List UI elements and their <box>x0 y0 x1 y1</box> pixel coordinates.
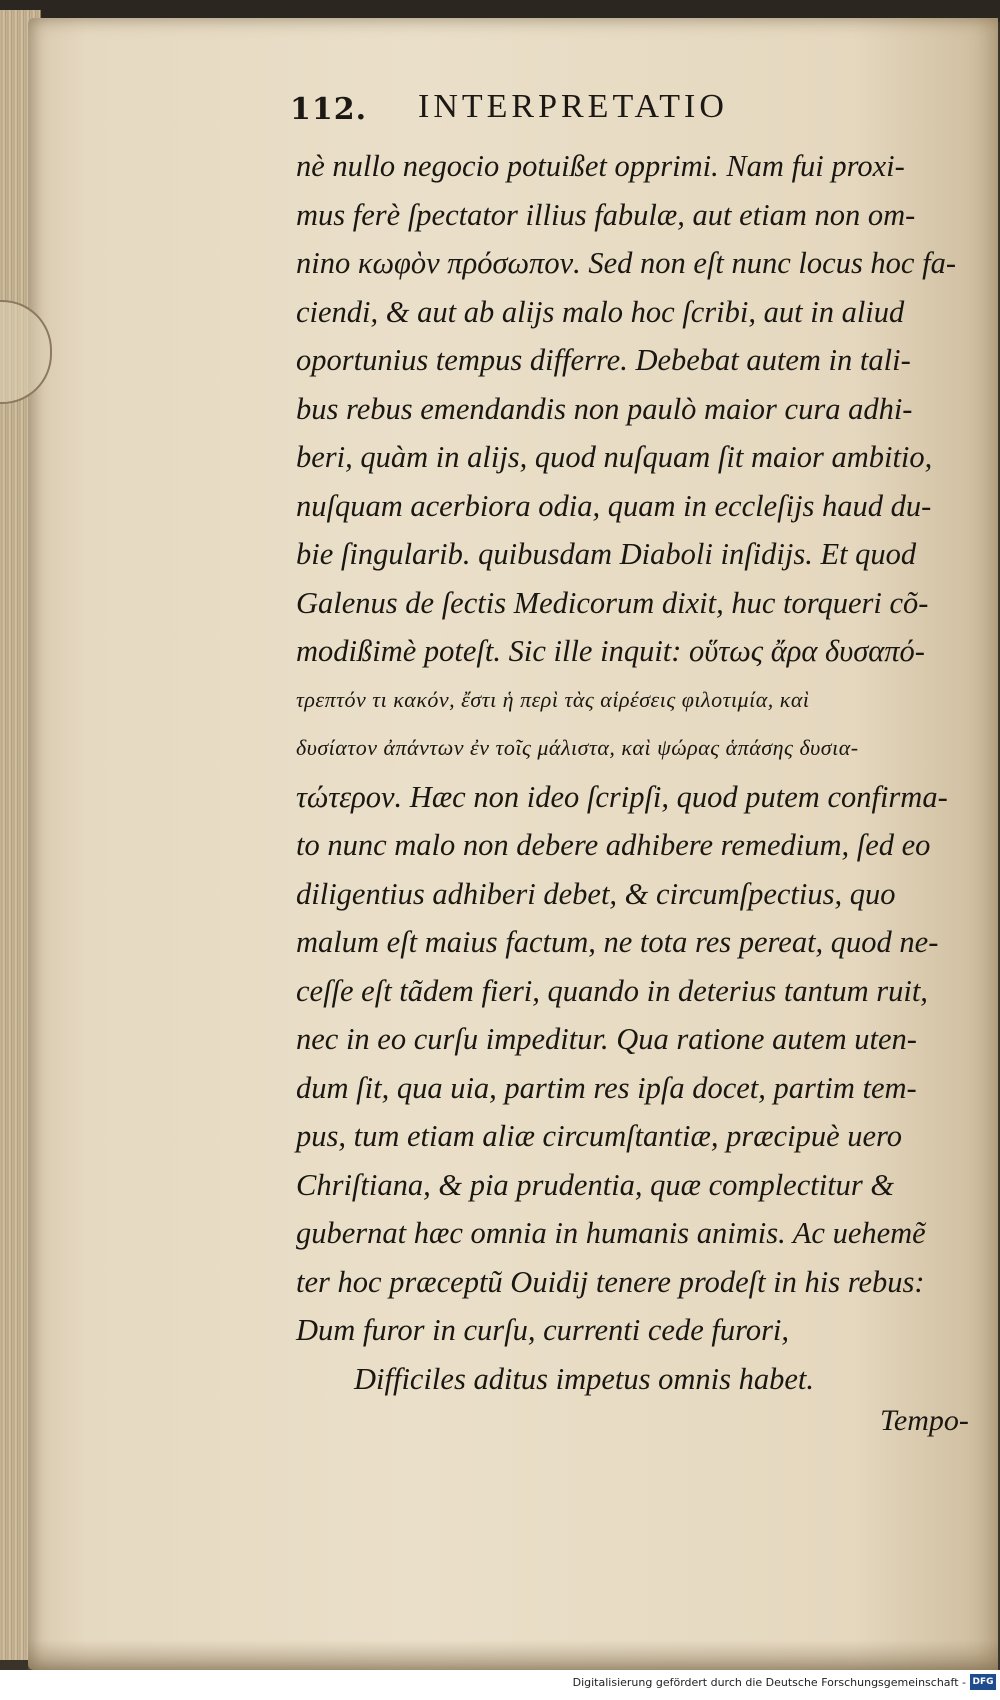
text-line: oportunius tempus differre. Debebat autem in tali- <box>296 343 911 377</box>
text-line: ceſſe eſt tãdem fieri, quando in deterius tantum ruit, <box>296 973 928 1008</box>
text-line: malum eſt maius factum, ne tota res pereat, quod ne- <box>296 925 939 959</box>
text-line: nino κωφὸν πρόσωπον. Sed non eſt nunc locus hoc fa- <box>296 246 956 280</box>
text-line: gubernat hæc omnia in humanis animis. Ac uehemẽ <box>296 1216 926 1250</box>
text-line: to nunc malo non debere adhibere remedium, ſed eo <box>296 828 931 862</box>
verse-line: Difficiles aditus impetus omnis habet. <box>354 1361 815 1396</box>
text-line: nè nullo negocio potuißet opprimi. Nam fui proxi- <box>296 149 905 183</box>
greek-text-line: τρεπτόν τι κακόν, ἔστι ἡ περὶ τὰς αἱρέσεις φιλοτιμία, καὶ <box>296 686 810 712</box>
catchword: Tempo- <box>880 1404 969 1437</box>
page-number: 112. <box>290 92 368 127</box>
text-line: bie ſingularib. quibusdam Diaboli inſidijs. Et quod <box>296 537 917 571</box>
verse-line: Dum furor in curſu, currenti cede furori, <box>296 1313 790 1347</box>
text-line: τώτερον. Hæc non ideo ſcripſi, quod putem confirma- <box>296 779 948 814</box>
text-line: beri, quàm in alijs, quod nuſquam ſit maior ambitio, <box>296 440 933 474</box>
text-line: ter hoc præceptũ Ouidij tenere prodeſt in his rebus: <box>296 1264 925 1299</box>
text-line: ciendi, & aut ab alijs malo hoc ſcribi, aut in aliud <box>296 294 905 329</box>
page-header <box>290 88 850 132</box>
running-head: INTERPRETATIO <box>418 88 728 125</box>
text-line: dum ſit, qua uia, partim res ipſa docet, partim tem- <box>296 1070 917 1105</box>
text-line: nuſquam acerbiora odia, quam in eccleſijs haud du- <box>296 488 932 523</box>
text-line: diligentius adhiberi debet, & circumſpectius, quo <box>296 876 896 911</box>
text-line: modißimè poteſt. Sic ille inquit: οὕτως ἄρα δυσαπό- <box>296 634 925 668</box>
greek-text-line: δυσίατον ἀπάντων ἐν τοῖς μάλιστα, καὶ ψώρας ἁπάσης δυσια- <box>296 735 859 760</box>
page-bottom-shadow <box>28 1640 998 1670</box>
text-line: nec in eo curſu impeditur. Qua ratione autem uten- <box>296 1022 917 1056</box>
text-line: bus rebus emendandis non paulò maior cura adhi- <box>296 391 913 426</box>
digitization-credit: Digitalisierung gefördert durch die Deutsche Forschungsgemeinschaft - <box>572 1676 966 1689</box>
footer-bar <box>0 1670 1000 1700</box>
text-line: Chriſtiana, & pia prudentia, quæ complectitur & <box>296 1167 895 1202</box>
dfg-logo-icon: DFG <box>970 1674 996 1690</box>
text-line: mus ferè ſpectator illius fabulæ, aut etiam non om- <box>296 197 916 232</box>
body-text <box>296 142 986 1403</box>
text-line: pus, tum etiam aliæ circumſtantiæ, præcipuè uero <box>296 1119 903 1153</box>
text-line: Galenus de ſectis Medicorum dixit, huc torqueri cõ- <box>296 585 929 620</box>
